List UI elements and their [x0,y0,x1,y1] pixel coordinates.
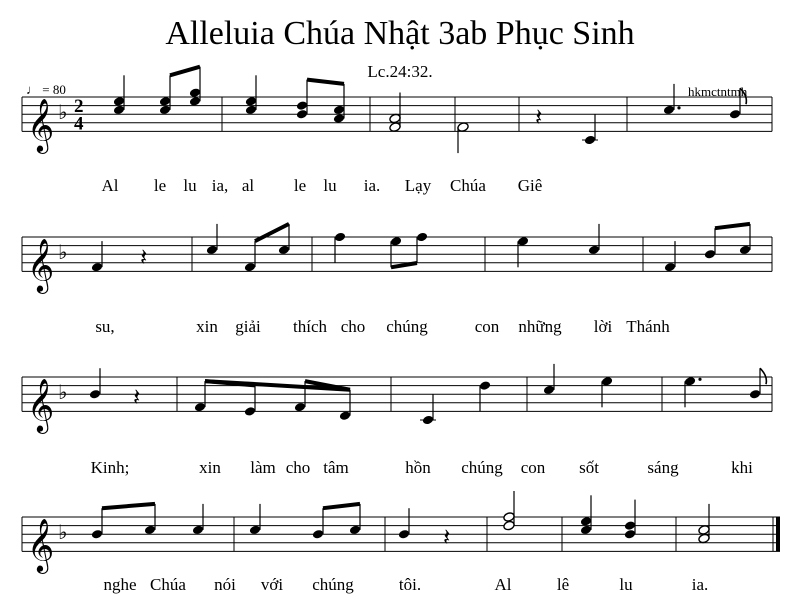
lyric-syllable: hồn [405,458,431,477]
lyric-syllable: Al [101,176,119,195]
lyric-syllable: sáng [647,458,679,477]
note-head [249,525,261,536]
note-head [296,100,308,111]
lyric-syllable: con [520,458,546,477]
lyric-syllable: Giê [517,176,543,195]
note-head [294,402,306,413]
lyric-syllable: xin [196,317,218,336]
dot [677,106,680,109]
beam [323,504,360,508]
note-head [390,236,402,247]
note-head [189,87,201,98]
dot [698,378,701,381]
time-signature-top: 2 [74,96,84,118]
note-head [698,525,710,536]
lyric-syllable: những [518,317,562,336]
note-head [91,262,103,273]
beam [715,224,750,228]
lyric-syllable: Kinh; [90,458,130,477]
note-head [588,245,600,256]
lyric-syllable: Thánh [626,317,670,336]
note-head [398,529,410,540]
treble-clef-icon: 𝄞 [27,517,55,572]
flat-icon: ♭ [58,380,68,405]
lyric-syllable: nói [214,575,236,594]
lyric-syllable: với [260,575,284,594]
lyric-syllable: Chúa [450,176,486,195]
treble-clef-icon: 𝄞 [27,377,55,432]
final-barline-thick [776,517,780,551]
note-head [91,529,103,540]
lyric-syllable: con [474,317,500,336]
lyric-syllable: chúng [386,317,428,336]
composer-credit: hkmctntmh [688,84,748,99]
note-head [144,525,156,536]
lyric-syllable: lu [323,176,337,195]
flat-icon: ♭ [58,100,68,125]
lyric-syllable: al [241,176,255,195]
note-head [89,389,101,400]
note-head [159,96,171,107]
lyric-syllable: tâm [323,458,349,477]
beam [391,263,417,267]
note-head [194,402,206,413]
note-head [543,385,555,396]
lyric-syllable: le [153,176,167,195]
beam [255,224,289,241]
lyric-syllable: ia, [211,176,229,195]
note-head [389,113,401,124]
treble-clef-icon: 𝄞 [27,97,55,152]
note-head [334,232,346,243]
note-head [206,245,218,256]
lyric-syllable: nghe [103,575,137,594]
note-head [580,525,592,536]
note-head [624,520,636,531]
note-head [349,525,361,536]
note-head [684,376,696,387]
note-head [278,245,290,256]
note-head [113,96,125,107]
lyric-syllable: le [293,176,307,195]
note-head [624,529,636,540]
lyric-syllable: giải [235,317,261,336]
lyric-syllable: tôi. [398,575,422,594]
note-head [312,529,324,540]
quarter-rest-icon: 𝄽 [140,242,148,271]
lyric-syllable: thích [293,317,327,336]
flat-icon: ♭ [58,240,68,265]
note-head [503,512,515,523]
lyric-syllable: chúng [461,458,503,477]
lyric-syllable: xin [199,458,221,477]
note-head [457,122,469,133]
flag [760,368,766,384]
lyric-syllable: chúng [312,575,354,594]
note-head [580,516,592,527]
quarter-rest-icon: 𝄽 [133,382,141,411]
beam [102,504,155,508]
note-head [503,520,515,531]
note-head [729,109,741,120]
note-head [159,105,171,116]
note-head [245,96,257,107]
lyric-syllable: su, [95,317,115,336]
note-head [339,410,351,421]
scripture-reference: Lc.24:32. [367,62,433,81]
note-head [663,105,675,116]
note-head [601,376,613,387]
flat-icon: ♭ [58,520,68,545]
note-head [113,105,125,116]
lyric-syllable: sốt [579,458,599,477]
note-head [244,406,256,417]
song-title: Alleluia Chúa Nhật 3ab Phục Sinh [165,15,635,52]
lyric-syllable: làm [250,458,276,477]
note-head [704,249,716,260]
note-head [698,533,710,544]
lyric-syllable: lê [556,575,570,594]
lyric-syllable: ia. [363,176,381,195]
note-head [479,380,491,391]
note-head [244,262,256,273]
note-head [739,245,751,256]
lyric-syllable: lu [183,176,197,195]
note-head [389,122,401,133]
note-head [245,105,257,116]
tempo-marking: ♩ = 80 [26,82,66,97]
note-head [664,262,676,273]
note-head [749,389,761,400]
note-head [189,96,201,107]
treble-clef-icon: 𝄞 [27,237,55,292]
lyric-syllable: ia. [691,575,709,594]
lyric-syllable: cho [285,458,311,477]
lyric-syllable: Chúa [150,575,186,594]
lyric-syllable: Lạy [404,176,432,195]
note-head [192,525,204,536]
lyric-syllable: lời [593,317,613,336]
lyric-syllable: cho [340,317,366,336]
lyric-syllable: lu [619,575,633,594]
note-head [517,236,529,247]
note-head [416,232,428,243]
time-signature-bottom: 4 [74,113,84,135]
note-head [296,109,308,120]
note-head [333,113,345,124]
note-head [333,105,345,116]
lyric-syllable: Al [494,575,512,594]
quarter-rest-icon: 𝄽 [443,522,451,551]
quarter-rest-icon: 𝄽 [535,102,543,131]
lyric-syllable: khi [731,458,753,477]
